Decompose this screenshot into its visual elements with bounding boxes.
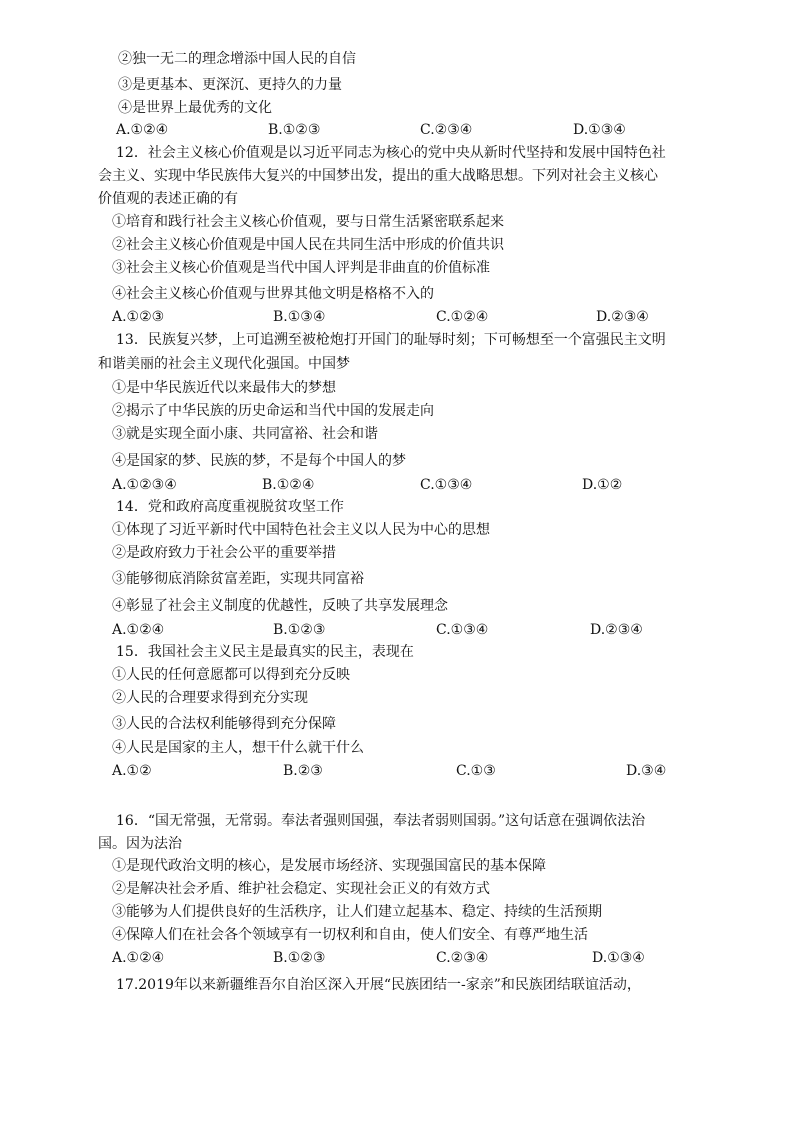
question-stem: 12．社会主义核心价值观是以习近平同志为核心的党中央从新时代坚持和发展中国特色社: [116, 145, 666, 161]
answer-choice-b: B.①②③: [268, 122, 321, 138]
answer-choice-a: A.①②: [112, 763, 152, 779]
option-statement: ③就是实现全面小康、共同富裕、社会和谐: [112, 426, 378, 442]
answer-choice-d: D.②③④: [596, 309, 649, 325]
answer-choice-b: B.①②④: [262, 477, 315, 493]
answer-choice-c: C.①③④: [420, 477, 473, 493]
answer-choice-b: B.①②③: [273, 622, 326, 638]
option-statement: ①是现代政治文明的核心，是发展市场经济、实现强国富民的基本保障: [112, 858, 546, 874]
answer-choice-d: D.③④: [626, 763, 667, 779]
option-statement: ①人民的任何意愿都可以得到充分反映: [112, 667, 350, 683]
answer-choice-d: D.②③④: [590, 622, 643, 638]
question-stem: 16．“国无常强，无常弱。奉法者强则国强，奉法者弱则国弱。”这句话意在强调依法治: [116, 813, 646, 829]
answer-choice-d: D.①③④: [592, 950, 645, 966]
answer-choice-c: C.②③④: [436, 950, 489, 966]
option-statement: ④是世界上最优秀的文化: [118, 100, 272, 116]
question-stem: 14．党和政府高度重视脱贫攻坚工作: [116, 499, 344, 515]
answer-choice-c: C.②③④: [420, 122, 473, 138]
option-statement: ③能够为人们提供良好的生活秩序，让人们建立起基本、稳定、持续的生活预期: [112, 904, 602, 920]
answer-choice-a: A.①②④: [116, 122, 169, 138]
option-statement: ②社会主义核心价值观是中国人民在共同生活中形成的价值共识: [112, 237, 504, 253]
answer-choice-b: B.①②③: [273, 950, 326, 966]
option-statement: ②独一无二的理念增添中国人民的自信: [118, 51, 356, 67]
answer-choice-a: A.①②④: [112, 950, 165, 966]
question-stem: 价值观的表述正确的有: [98, 191, 238, 207]
answer-choice-d: D.①②: [582, 477, 623, 493]
option-statement: ④社会主义核心价值观与世界其他文明是格格不入的: [112, 286, 434, 302]
option-statement: ②是解决社会矛盾、维护社会稳定、实现社会正义的有效方式: [112, 881, 490, 897]
option-statement: ④彰显了社会主义制度的优越性，反映了共享发展理念: [112, 598, 448, 614]
option-statement: ④保障人们在社会各个领域享有一切权利和自由，使人们安全、有尊严地生活: [112, 927, 588, 943]
answer-choice-d: D.①③④: [573, 122, 626, 138]
option-statement: ①是中华民族近代以来最伟大的梦想: [112, 380, 336, 396]
answer-choice-a: A.①②③④: [112, 477, 177, 493]
question-stem: 会主义、实现中华民族伟大复兴的中国梦出发，提出的重大战略思想。下列对社会主义核心: [98, 168, 658, 184]
answer-choice-c: C.①③: [456, 763, 496, 779]
option-statement: ①体现了习近平新时代中国特色社会主义以人民为中心的思想: [112, 522, 490, 538]
option-statement: ②人民的合理要求得到充分实现: [112, 690, 308, 706]
option-statement: ③社会主义核心价值观是当代中国人评判是非曲直的价值标准: [112, 260, 490, 276]
answer-choice-c: C.①③④: [436, 622, 489, 638]
question-stem: 15．我国社会主义民主是最真实的民主，表现在: [116, 644, 414, 660]
option-statement: ④人民是国家的主人，想干什么就干什么: [112, 740, 364, 756]
question-stem: 和谐美丽的社会主义现代化强国。中国梦: [98, 356, 350, 372]
option-statement: ③人民的合法权利能够得到充分保障: [112, 716, 336, 732]
answer-choice-a: A.①②③: [112, 309, 165, 325]
option-statement: ②是政府致力于社会公平的重要举措: [112, 545, 336, 561]
option-statement: ③是更基本、更深沉、更持久的力量: [118, 77, 342, 93]
option-statement: ②揭示了中华民族的历史命运和当代中国的发展走向: [112, 403, 434, 419]
option-statement: ③能够彻底消除贫富差距，实现共同富裕: [112, 571, 364, 587]
answer-choice-b: B.①③④: [273, 309, 326, 325]
question-stem: 13．民族复兴梦，上可追溯至被枪炮打开国门的耻辱时刻；下可畅想至一个富强民主文明: [116, 332, 666, 348]
answer-choice-b: B.②③: [283, 763, 323, 779]
question-stem: 17.2019年以来新疆维吾尔自治区深入开展“民族团结一-家亲”和民族团结联谊活动，: [116, 977, 641, 993]
answer-choice-a: A.①②④: [112, 622, 165, 638]
option-statement: ④是国家的梦、民族的梦，不是每个中国人的梦: [112, 453, 406, 469]
question-stem: 国。因为法治: [98, 836, 182, 852]
option-statement: ①培育和践行社会主义核心价值观，要与日常生活紧密联系起来: [112, 214, 504, 230]
answer-choice-c: C.①②④: [436, 309, 489, 325]
